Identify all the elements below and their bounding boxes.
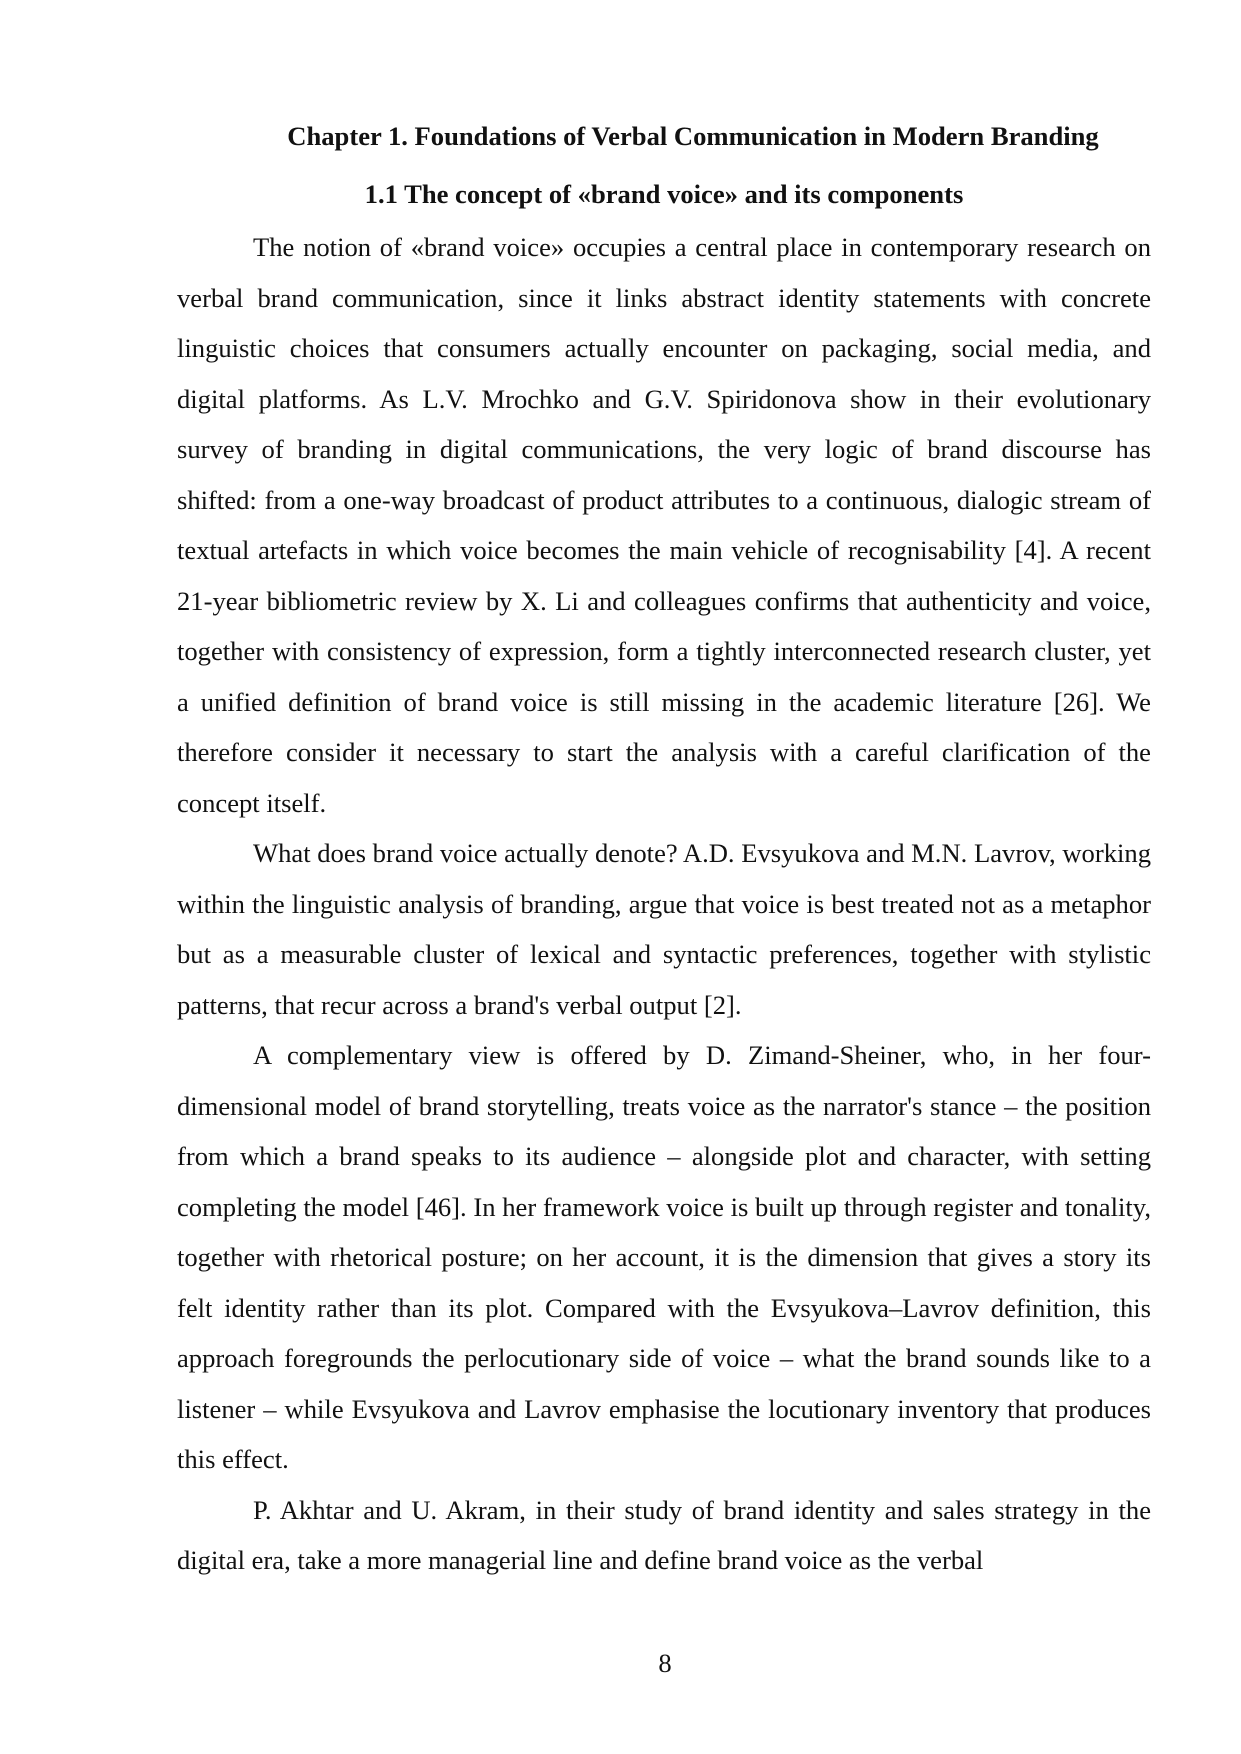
chapter-title: Chapter 1. Foundations of Verbal Communication in Modern Branding (287, 121, 1099, 151)
paragraph: P. Akhtar and U. Akram, in their study of brand identity and sales strategy in the digital era, take a more managerial line and define brand voice as the verbal (177, 1494, 1151, 1575)
section-title: 1.1 The concept of «brand voice» and its components (364, 179, 964, 209)
paragraph: The notion of «brand voice» occupies a central place in contemporary research on verbal brand communication, since it links abstract identity statements with concrete linguistic choices that consumers actually encounter on packaging, social media, and digital platforms. As L.V. Mrochko and G.V. Spiridonova show in their evolutionary survey of branding in digital communications, the very logic of brand discourse has shifted: from a one-way broadcast of product attributes to a continuous, dialogic stream of textual artefacts in which voice becomes the main vehicle of recognisability [4]. A recent 21-year bibliometric review by X. Li and colleagues confirms that authenticity and voice, together with consistency of expression, form a tightly interconnected research cluster, yet a unified definition of brand voice is still missing in the academic literature [26]. We therefore consider it necessary to start the analysis with a careful clarification of the concept itself. (177, 232, 1151, 818)
paragraph: What does brand voice actually denote? A.D. Evsyukova and M.N. Lavrov, working within the linguistic analysis of branding, argue that voice is best treated not as a metaphor but as a measurable cluster of lexical and syntactic preferences, together with stylistic patterns, that recur across a brand's verbal output [2]. (177, 838, 1151, 1020)
body-text (177, 222, 1151, 1586)
page-number: 8 (658, 1648, 672, 1678)
paragraph: A complementary view is offered by D. Zimand-Sheiner, who, in her four-dimensional model of brand storytelling, treats voice as the narrator's stance – the position from which a brand speaks to its audience – alongside plot and character, with setting completing the model [46]. In her framework voice is built up through register and tonality, together with rhetorical posture; on her account, it is the dimension that gives a story its felt identity rather than its plot. Compared with the Evsyukova–Lavrov definition, this approach foregrounds the perlocutionary side of voice – what the brand sounds like to a listener – while Evsyukova and Lavrov emphasise the locutionary inventory that produces this effect. (177, 1040, 1151, 1474)
